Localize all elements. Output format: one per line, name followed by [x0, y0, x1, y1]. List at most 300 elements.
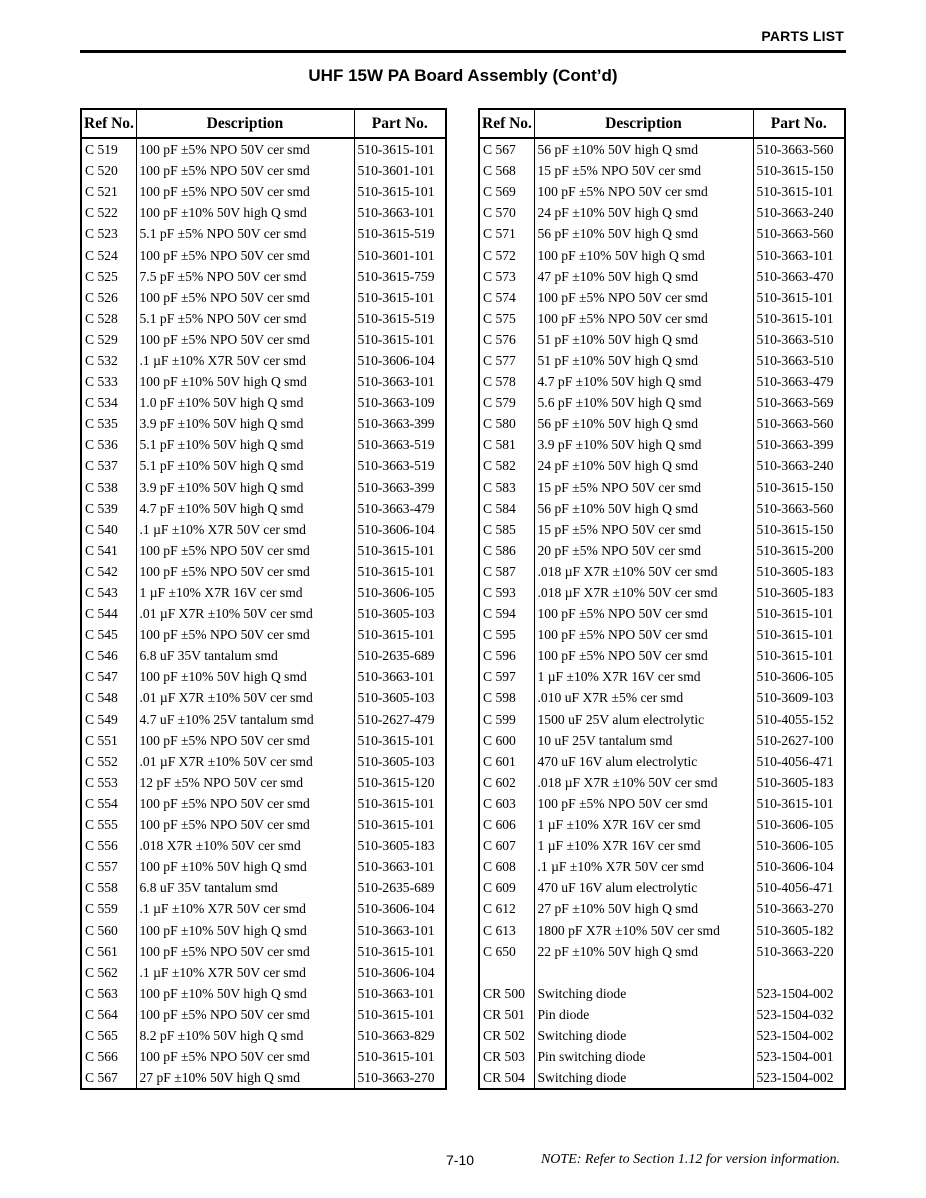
table-row — [81, 624, 446, 645]
ref-no-cell: C 585 — [479, 519, 534, 540]
description-cell: 6.8 uF 35V tantalum smd — [136, 877, 354, 898]
description-cell: 15 pF ±5% NPO 50V cer smd — [534, 519, 753, 540]
part-no-cell: 510-3605-103 — [354, 603, 446, 624]
part-no-cell: 510-3663-829 — [354, 1025, 446, 1046]
page-title: UHF 15W PA Board Assembly (Cont’d) — [308, 66, 618, 85]
part-no-cell: 510-3605-183 — [354, 835, 446, 856]
description-cell: 56 pF ±10% 50V high Q smd — [534, 413, 753, 434]
ref-no-cell: C 565 — [81, 1025, 136, 1046]
part-no-cell: 510-3605-103 — [354, 687, 446, 708]
description-cell: 51 pF ±10% 50V high Q smd — [534, 329, 753, 350]
part-no-cell: 510-3615-150 — [753, 477, 845, 498]
ref-no-cell: C 602 — [479, 772, 534, 793]
table-row — [479, 350, 845, 371]
table-row — [479, 919, 845, 940]
table-row — [81, 223, 446, 244]
description-cell: 1 µF ±10% X7R 16V cer smd — [534, 835, 753, 856]
description-cell: 100 pF ±5% NPO 50V cer smd — [136, 941, 354, 962]
table-row — [81, 160, 446, 181]
part-no-cell: 510-3606-104 — [753, 856, 845, 877]
ref-no-cell: C 587 — [479, 561, 534, 582]
description-cell: 100 pF ±5% NPO 50V cer smd — [534, 793, 753, 814]
table-row — [479, 709, 845, 730]
description-cell: .010 uF X7R ±5% cer smd — [534, 687, 753, 708]
table-row — [479, 603, 845, 624]
ref-no-cell: C 525 — [81, 266, 136, 287]
part-no-cell: 510-3615-101 — [753, 287, 845, 308]
part-no-cell: 510-4055-152 — [753, 709, 845, 730]
table-row — [479, 561, 845, 582]
table-row — [479, 455, 845, 476]
ref-no-cell: C 524 — [81, 244, 136, 265]
part-no-cell: 510-3615-101 — [354, 329, 446, 350]
description-cell: 1500 uF 25V alum electrolytic — [534, 709, 753, 730]
description-cell: 5.1 pF ±5% NPO 50V cer smd — [136, 223, 354, 244]
description-cell: 10 uF 25V tantalum smd — [534, 730, 753, 751]
part-no-cell — [753, 962, 845, 983]
description-cell: 6.8 uF 35V tantalum smd — [136, 645, 354, 666]
ref-no-cell: C 558 — [81, 877, 136, 898]
description-cell: 22 pF ±10% 50V high Q smd — [534, 941, 753, 962]
table-row — [81, 371, 446, 392]
table-row — [81, 666, 446, 687]
ref-no-cell: C 586 — [479, 540, 534, 561]
description-cell: 100 pF ±10% 50V high Q smd — [136, 666, 354, 687]
part-no-cell: 510-3606-104 — [354, 519, 446, 540]
description-cell: 100 pF ±10% 50V high Q smd — [136, 202, 354, 223]
table-row — [81, 455, 446, 476]
part-no-cell: 510-3663-510 — [753, 350, 845, 371]
description-cell: 100 pF ±5% NPO 50V cer smd — [136, 814, 354, 835]
table-row — [479, 266, 845, 287]
ref-no-cell: C 537 — [81, 455, 136, 476]
table-row — [81, 919, 446, 940]
part-no-cell: 510-2627-100 — [753, 730, 845, 751]
table-row — [81, 181, 446, 202]
part-no-cell: 510-3606-104 — [354, 350, 446, 371]
part-no-cell: 510-3663-560 — [753, 138, 845, 160]
ref-no-cell: C 567 — [479, 138, 534, 160]
part-no-cell: 510-3663-399 — [354, 477, 446, 498]
table-row — [479, 1004, 845, 1025]
ref-no-cell: C 578 — [479, 371, 534, 392]
table-row — [81, 687, 446, 708]
ref-no-cell: C 579 — [479, 392, 534, 413]
description-cell: 12 pF ±5% NPO 50V cer smd — [136, 772, 354, 793]
table-row — [479, 202, 845, 223]
table-row — [479, 793, 845, 814]
part-no-cell: 510-3606-105 — [753, 835, 845, 856]
ref-no-cell: C 576 — [479, 329, 534, 350]
part-no-cell: 510-3615-101 — [354, 561, 446, 582]
ref-no-cell: C 554 — [81, 793, 136, 814]
part-no-cell: 510-2635-689 — [354, 645, 446, 666]
description-cell: 470 uF 16V alum electrolytic — [534, 877, 753, 898]
part-no-cell: 510-3615-101 — [354, 540, 446, 561]
ref-no-cell: C 570 — [479, 202, 534, 223]
ref-no-cell: C 546 — [81, 645, 136, 666]
part-no-cell: 510-3663-240 — [753, 455, 845, 476]
table-row — [81, 772, 446, 793]
ref-no-cell: C 594 — [479, 603, 534, 624]
ref-no-cell — [479, 962, 534, 983]
table-row — [479, 624, 845, 645]
table-row — [81, 645, 446, 666]
ref-no-cell: C 523 — [81, 223, 136, 244]
part-no-cell: 510-3615-101 — [753, 624, 845, 645]
ref-no-cell: C 582 — [479, 455, 534, 476]
part-no-cell: 510-3663-519 — [354, 434, 446, 455]
part-no-cell: 510-3615-101 — [354, 1004, 446, 1025]
part-no-cell: 510-3663-560 — [753, 223, 845, 244]
description-cell: 100 pF ±10% 50V high Q smd — [534, 244, 753, 265]
ref-no-cell: C 556 — [81, 835, 136, 856]
part-no-cell: 510-3601-101 — [354, 244, 446, 265]
ref-no-cell: C 599 — [479, 709, 534, 730]
description-cell: 100 pF ±10% 50V high Q smd — [136, 856, 354, 877]
ref-no-cell: C 557 — [81, 856, 136, 877]
ref-no-cell: C 553 — [81, 772, 136, 793]
table-row — [81, 603, 446, 624]
table-row — [479, 413, 845, 434]
description-cell: 100 pF ±5% NPO 50V cer smd — [136, 138, 354, 160]
ref-no-cell: C 522 — [81, 202, 136, 223]
ref-no-cell: C 547 — [81, 666, 136, 687]
ref-no-cell: C 549 — [81, 709, 136, 730]
description-cell: 100 pF ±5% NPO 50V cer smd — [534, 645, 753, 666]
table-row — [81, 582, 446, 603]
table-row — [81, 266, 446, 287]
description-cell: 100 pF ±5% NPO 50V cer smd — [534, 603, 753, 624]
ref-no-cell: C 608 — [479, 856, 534, 877]
part-no-header: Part No. — [753, 109, 845, 138]
description-cell: 1 µF ±10% X7R 16V cer smd — [136, 582, 354, 603]
table-header-row — [479, 109, 845, 138]
ref-no-cell: C 597 — [479, 666, 534, 687]
description-cell: 5.1 pF ±5% NPO 50V cer smd — [136, 308, 354, 329]
description-cell: 1800 pF X7R ±10% 50V cer smd — [534, 919, 753, 940]
part-no-cell: 510-3605-183 — [753, 772, 845, 793]
part-no-cell: 510-3615-759 — [354, 266, 446, 287]
ref-no-cell: C 566 — [81, 1046, 136, 1067]
ref-no-cell: C 575 — [479, 308, 534, 329]
description-cell: 20 pF ±5% NPO 50V cer smd — [534, 540, 753, 561]
table-row — [479, 540, 845, 561]
ref-no-cell: CR 504 — [479, 1067, 534, 1089]
part-no-cell: 510-3663-270 — [354, 1067, 446, 1089]
ref-no-cell: C 574 — [479, 287, 534, 308]
header-rule — [80, 50, 846, 53]
ref-no-cell: C 563 — [81, 983, 136, 1004]
table-row — [479, 751, 845, 772]
ref-no-cell: C 609 — [479, 877, 534, 898]
description-cell: 56 pF ±10% 50V high Q smd — [534, 498, 753, 519]
part-no-cell: 510-3605-103 — [354, 751, 446, 772]
table-row — [81, 350, 446, 371]
description-cell: 100 pF ±5% NPO 50V cer smd — [136, 329, 354, 350]
description-cell: 56 pF ±10% 50V high Q smd — [534, 138, 753, 160]
part-no-cell: 510-3663-519 — [354, 455, 446, 476]
table-row — [81, 202, 446, 223]
part-no-cell: 510-3615-101 — [354, 814, 446, 835]
table-row — [479, 983, 845, 1004]
ref-no-cell: CR 500 — [479, 983, 534, 1004]
table-row — [81, 793, 446, 814]
table-row — [479, 1025, 845, 1046]
part-no-cell: 510-3663-101 — [753, 244, 845, 265]
table-row — [479, 645, 845, 666]
description-cell: 27 pF ±10% 50V high Q smd — [534, 898, 753, 919]
ref-no-cell: CR 501 — [479, 1004, 534, 1025]
ref-no-cell: C 533 — [81, 371, 136, 392]
table-row — [81, 540, 446, 561]
ref-no-cell: C 548 — [81, 687, 136, 708]
table-row — [81, 814, 446, 835]
ref-no-cell: C 612 — [479, 898, 534, 919]
table-row — [479, 877, 845, 898]
ref-no-cell: C 543 — [81, 582, 136, 603]
ref-no-cell: C 581 — [479, 434, 534, 455]
part-no-cell: 510-3663-101 — [354, 371, 446, 392]
section-header: PARTS LIST — [761, 28, 844, 44]
table-row — [479, 244, 845, 265]
table-row — [81, 244, 446, 265]
ref-no-cell: C 607 — [479, 835, 534, 856]
ref-no-cell: C 606 — [479, 814, 534, 835]
table-row — [81, 434, 446, 455]
description-cell: 100 pF ±10% 50V high Q smd — [136, 919, 354, 940]
part-no-cell: 510-3615-101 — [753, 603, 845, 624]
part-no-cell: 510-3615-101 — [354, 793, 446, 814]
description-cell: 3.9 pF ±10% 50V high Q smd — [136, 477, 354, 498]
ref-no-cell: C 529 — [81, 329, 136, 350]
ref-no-cell: C 564 — [81, 1004, 136, 1025]
description-cell: Pin switching diode — [534, 1046, 753, 1067]
part-no-cell: 510-3615-101 — [753, 181, 845, 202]
description-cell: 100 pF ±10% 50V high Q smd — [136, 983, 354, 1004]
table-row — [81, 392, 446, 413]
ref-no-cell: C 534 — [81, 392, 136, 413]
table-row — [81, 1067, 446, 1089]
description-cell: .1 µF ±10% X7R 50V cer smd — [136, 898, 354, 919]
description-cell: 15 pF ±5% NPO 50V cer smd — [534, 477, 753, 498]
ref-no-cell: C 540 — [81, 519, 136, 540]
ref-no-header: Ref No. — [479, 109, 534, 138]
table-row — [479, 498, 845, 519]
part-no-cell: 510-3615-101 — [354, 1046, 446, 1067]
description-cell: 100 pF ±5% NPO 50V cer smd — [136, 244, 354, 265]
part-no-cell: 510-3609-103 — [753, 687, 845, 708]
description-cell: Switching diode — [534, 983, 753, 1004]
table-row — [479, 898, 845, 919]
ref-no-cell: C 545 — [81, 624, 136, 645]
description-cell: .01 µF X7R ±10% 50V cer smd — [136, 603, 354, 624]
ref-no-cell: C 552 — [81, 751, 136, 772]
ref-no-cell: C 598 — [479, 687, 534, 708]
description-cell: Switching diode — [534, 1025, 753, 1046]
ref-no-cell: C 601 — [479, 751, 534, 772]
part-no-cell: 523-1504-002 — [753, 1025, 845, 1046]
description-cell: 1 µF ±10% X7R 16V cer smd — [534, 814, 753, 835]
part-no-cell: 510-3615-120 — [354, 772, 446, 793]
part-no-cell: 510-3615-101 — [354, 624, 446, 645]
description-cell: 24 pF ±10% 50V high Q smd — [534, 202, 753, 223]
table-row — [479, 856, 845, 877]
ref-no-cell: C 580 — [479, 413, 534, 434]
table-row — [479, 392, 845, 413]
ref-no-cell: C 569 — [479, 181, 534, 202]
part-no-cell: 510-3606-104 — [354, 898, 446, 919]
table-row — [479, 287, 845, 308]
ref-no-cell: C 526 — [81, 287, 136, 308]
part-no-cell: 523-1504-002 — [753, 983, 845, 1004]
part-no-cell: 510-3615-101 — [354, 730, 446, 751]
table-row — [479, 329, 845, 350]
table-row — [479, 687, 845, 708]
table-row — [81, 287, 446, 308]
ref-no-cell: C 532 — [81, 350, 136, 371]
table-row — [81, 1025, 446, 1046]
description-cell: .1 µF ±10% X7R 50V cer smd — [136, 519, 354, 540]
ref-no-cell: C 542 — [81, 561, 136, 582]
part-no-cell: 510-3605-183 — [753, 582, 845, 603]
table-row — [81, 877, 446, 898]
description-cell: Switching diode — [534, 1067, 753, 1089]
description-cell: .01 µF X7R ±10% 50V cer smd — [136, 751, 354, 772]
ref-no-cell: C 571 — [479, 223, 534, 244]
table-row — [81, 730, 446, 751]
ref-no-cell: C 584 — [479, 498, 534, 519]
description-cell: .1 µF ±10% X7R 50V cer smd — [534, 856, 753, 877]
ref-no-cell: C 544 — [81, 603, 136, 624]
part-no-cell: 510-3615-101 — [354, 138, 446, 160]
table-row — [479, 835, 845, 856]
ref-no-cell: C 528 — [81, 308, 136, 329]
table-row — [479, 308, 845, 329]
table-row — [81, 561, 446, 582]
description-cell: 100 pF ±5% NPO 50V cer smd — [534, 181, 753, 202]
part-no-cell: 510-3663-510 — [753, 329, 845, 350]
description-cell: 100 pF ±5% NPO 50V cer smd — [136, 793, 354, 814]
ref-no-cell: C 551 — [81, 730, 136, 751]
parts-table-left — [80, 108, 447, 1090]
description-cell: 470 uF 16V alum electrolytic — [534, 751, 753, 772]
ref-no-cell: CR 503 — [479, 1046, 534, 1067]
description-cell: 24 pF ±10% 50V high Q smd — [534, 455, 753, 476]
description-cell: 100 pF ±5% NPO 50V cer smd — [136, 624, 354, 645]
part-no-cell: 510-3605-183 — [753, 561, 845, 582]
part-no-cell: 510-3606-104 — [354, 962, 446, 983]
part-no-cell: 510-4056-471 — [753, 877, 845, 898]
ref-no-cell: C 567 — [81, 1067, 136, 1089]
table-row — [479, 666, 845, 687]
table-row — [81, 962, 446, 983]
part-no-cell: 510-3615-200 — [753, 540, 845, 561]
part-no-cell: 510-3663-101 — [354, 202, 446, 223]
ref-no-cell: C 561 — [81, 941, 136, 962]
table-row — [479, 181, 845, 202]
description-cell: 5.1 pF ±10% 50V high Q smd — [136, 455, 354, 476]
ref-no-cell: C 595 — [479, 624, 534, 645]
table-row — [479, 160, 845, 181]
description-cell: 1 µF ±10% X7R 16V cer smd — [534, 666, 753, 687]
table-header-row — [81, 109, 446, 138]
part-no-cell: 510-3601-101 — [354, 160, 446, 181]
table-row — [479, 1067, 845, 1089]
description-cell: 100 pF ±10% 50V high Q smd — [136, 371, 354, 392]
description-cell: 3.9 pF ±10% 50V high Q smd — [136, 413, 354, 434]
table-row — [81, 413, 446, 434]
description-cell: 4.7 pF ±10% 50V high Q smd — [534, 371, 753, 392]
description-cell: Pin diode — [534, 1004, 753, 1025]
table-row — [81, 709, 446, 730]
part-no-cell: 510-4056-471 — [753, 751, 845, 772]
ref-no-cell: C 568 — [479, 160, 534, 181]
table-row — [479, 138, 845, 160]
part-no-cell: 510-2635-689 — [354, 877, 446, 898]
ref-no-cell: C 603 — [479, 793, 534, 814]
part-no-cell: 510-3663-479 — [753, 371, 845, 392]
part-no-cell: 510-3606-105 — [354, 582, 446, 603]
ref-no-cell: C 539 — [81, 498, 136, 519]
table-row — [81, 983, 446, 1004]
table-row — [479, 477, 845, 498]
description-cell: 7.5 pF ±5% NPO 50V cer smd — [136, 266, 354, 287]
description-cell: 56 pF ±10% 50V high Q smd — [534, 223, 753, 244]
ref-no-cell: C 521 — [81, 181, 136, 202]
description-cell: 27 pF ±10% 50V high Q smd — [136, 1067, 354, 1089]
description-cell: 100 pF ±5% NPO 50V cer smd — [136, 1046, 354, 1067]
description-cell: 100 pF ±5% NPO 50V cer smd — [136, 160, 354, 181]
description-cell — [534, 962, 753, 983]
ref-no-cell: C 536 — [81, 434, 136, 455]
ref-no-header: Ref No. — [81, 109, 136, 138]
ref-no-cell: C 560 — [81, 919, 136, 940]
part-no-cell: 510-3663-479 — [354, 498, 446, 519]
description-cell: 100 pF ±5% NPO 50V cer smd — [136, 540, 354, 561]
description-cell: 51 pF ±10% 50V high Q smd — [534, 350, 753, 371]
part-no-cell: 510-3663-399 — [354, 413, 446, 434]
description-cell: 100 pF ±5% NPO 50V cer smd — [534, 624, 753, 645]
description-cell: 100 pF ±5% NPO 50V cer smd — [136, 561, 354, 582]
table-row — [81, 751, 446, 772]
part-no-cell: 510-3663-560 — [753, 413, 845, 434]
ref-no-cell: C 593 — [479, 582, 534, 603]
part-no-cell: 510-3663-101 — [354, 919, 446, 940]
ref-no-cell: C 538 — [81, 477, 136, 498]
table-row — [81, 941, 446, 962]
description-cell: 100 pF ±5% NPO 50V cer smd — [136, 181, 354, 202]
description-cell: .018 µF X7R ±10% 50V cer smd — [534, 561, 753, 582]
description-cell: 100 pF ±5% NPO 50V cer smd — [534, 287, 753, 308]
table-row — [479, 1046, 845, 1067]
ref-no-cell: C 555 — [81, 814, 136, 835]
part-no-cell: 523-1504-032 — [753, 1004, 845, 1025]
description-cell: .1 µF ±10% X7R 50V cer smd — [136, 962, 354, 983]
part-no-cell: 510-3615-519 — [354, 308, 446, 329]
description-cell: 1.0 pF ±10% 50V high Q smd — [136, 392, 354, 413]
table-row — [479, 772, 845, 793]
table-row — [479, 730, 845, 751]
part-no-cell: 510-3615-101 — [354, 287, 446, 308]
part-no-cell: 510-3663-270 — [753, 898, 845, 919]
table-row — [479, 941, 845, 962]
part-no-cell: 510-3663-101 — [354, 856, 446, 877]
description-cell: 15 pF ±5% NPO 50V cer smd — [534, 160, 753, 181]
ref-no-cell: C 541 — [81, 540, 136, 561]
table-row — [479, 962, 845, 983]
description-cell: 100 pF ±5% NPO 50V cer smd — [136, 730, 354, 751]
